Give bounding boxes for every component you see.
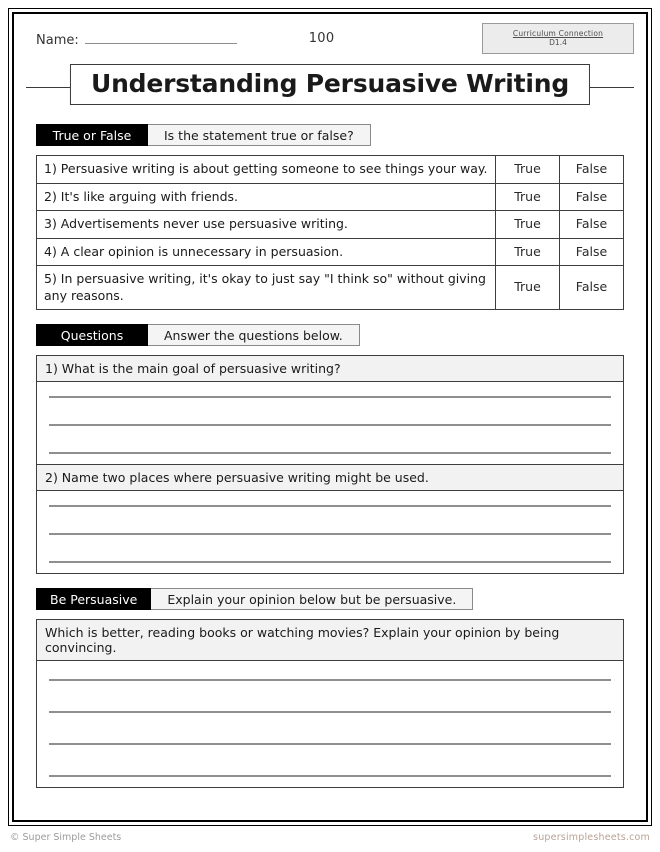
section-header-be-persuasive [36, 588, 634, 610]
title-area [26, 64, 634, 110]
questions-container [36, 355, 624, 574]
answer-area[interactable] [37, 382, 623, 464]
website-url: supersimplesheets.com [533, 832, 650, 843]
section-description-questions: Answer the questions below. [148, 324, 360, 346]
curriculum-connection-badge [482, 23, 634, 54]
statement-text: 5) In persuasive writing, it's okay to just say "I think so" without giving any reasons. [37, 266, 496, 310]
option-false[interactable]: False [560, 156, 624, 184]
score-value: 100 [308, 31, 335, 46]
true-false-table-body [37, 156, 624, 310]
worksheet-page [12, 12, 648, 822]
worksheet-page-border [8, 8, 652, 826]
question-item [37, 464, 623, 573]
table-row [37, 266, 624, 310]
writing-line [49, 424, 611, 426]
section-label-true-false: True or False [36, 124, 148, 146]
writing-line [49, 505, 611, 507]
page-footer [10, 832, 650, 843]
curriculum-connection-code: D1.4 [549, 38, 567, 48]
worksheet-topbar [26, 24, 634, 58]
option-false[interactable]: False [560, 238, 624, 266]
option-true[interactable]: True [496, 238, 560, 266]
name-input-line[interactable] [85, 31, 237, 44]
worksheet-content [14, 14, 646, 820]
section-header-questions [36, 324, 634, 346]
writing-line [49, 561, 611, 563]
question-prompt: 1) What is the main goal of persuasive writing? [37, 356, 623, 382]
section-description-true-false: Is the statement true or false? [148, 124, 371, 146]
option-false[interactable]: False [560, 266, 624, 310]
be-persuasive-answer-area[interactable] [37, 661, 623, 787]
answer-area[interactable] [37, 491, 623, 573]
writing-line [49, 533, 611, 535]
statement-text: 1) Persuasive writing is about getting someone to see things your way. [37, 156, 496, 184]
question-item [37, 356, 623, 464]
statement-text: 4) A clear opinion is unnecessary in persuasion. [37, 238, 496, 266]
section-description-be-persuasive: Explain your opinion below but be persuasive. [151, 588, 473, 610]
section-label-questions: Questions [36, 324, 148, 346]
copyright-text: © Super Simple Sheets [10, 832, 122, 843]
option-false[interactable]: False [560, 211, 624, 239]
be-persuasive-container [36, 619, 624, 788]
writing-line [49, 711, 611, 713]
name-label: Name: [36, 33, 79, 48]
statement-text: 2) It's like arguing with friends. [37, 183, 496, 211]
page-title: Understanding Persuasive Writing [70, 64, 590, 105]
true-false-table [36, 155, 624, 310]
curriculum-connection-title: Curriculum Connection [512, 29, 604, 38]
writing-line [49, 743, 611, 745]
writing-line [49, 775, 611, 777]
option-true[interactable]: True [496, 266, 560, 310]
statement-text: 3) Advertisements never use persuasive writing. [37, 211, 496, 239]
table-row [37, 183, 624, 211]
option-true[interactable]: True [496, 183, 560, 211]
writing-line [49, 396, 611, 398]
option-true[interactable]: True [496, 211, 560, 239]
option-true[interactable]: True [496, 156, 560, 184]
writing-line [49, 452, 611, 454]
name-field-group [36, 31, 237, 48]
table-row [37, 156, 624, 184]
table-row [37, 211, 624, 239]
question-prompt: 2) Name two places where persuasive writing might be used. [37, 465, 623, 491]
section-label-be-persuasive: Be Persuasive [36, 588, 151, 610]
option-false[interactable]: False [560, 183, 624, 211]
be-persuasive-prompt: Which is better, reading books or watching movies? Explain your opinion by being convincing. [37, 620, 623, 661]
writing-line [49, 679, 611, 681]
table-row [37, 238, 624, 266]
section-header-true-false [36, 124, 634, 146]
